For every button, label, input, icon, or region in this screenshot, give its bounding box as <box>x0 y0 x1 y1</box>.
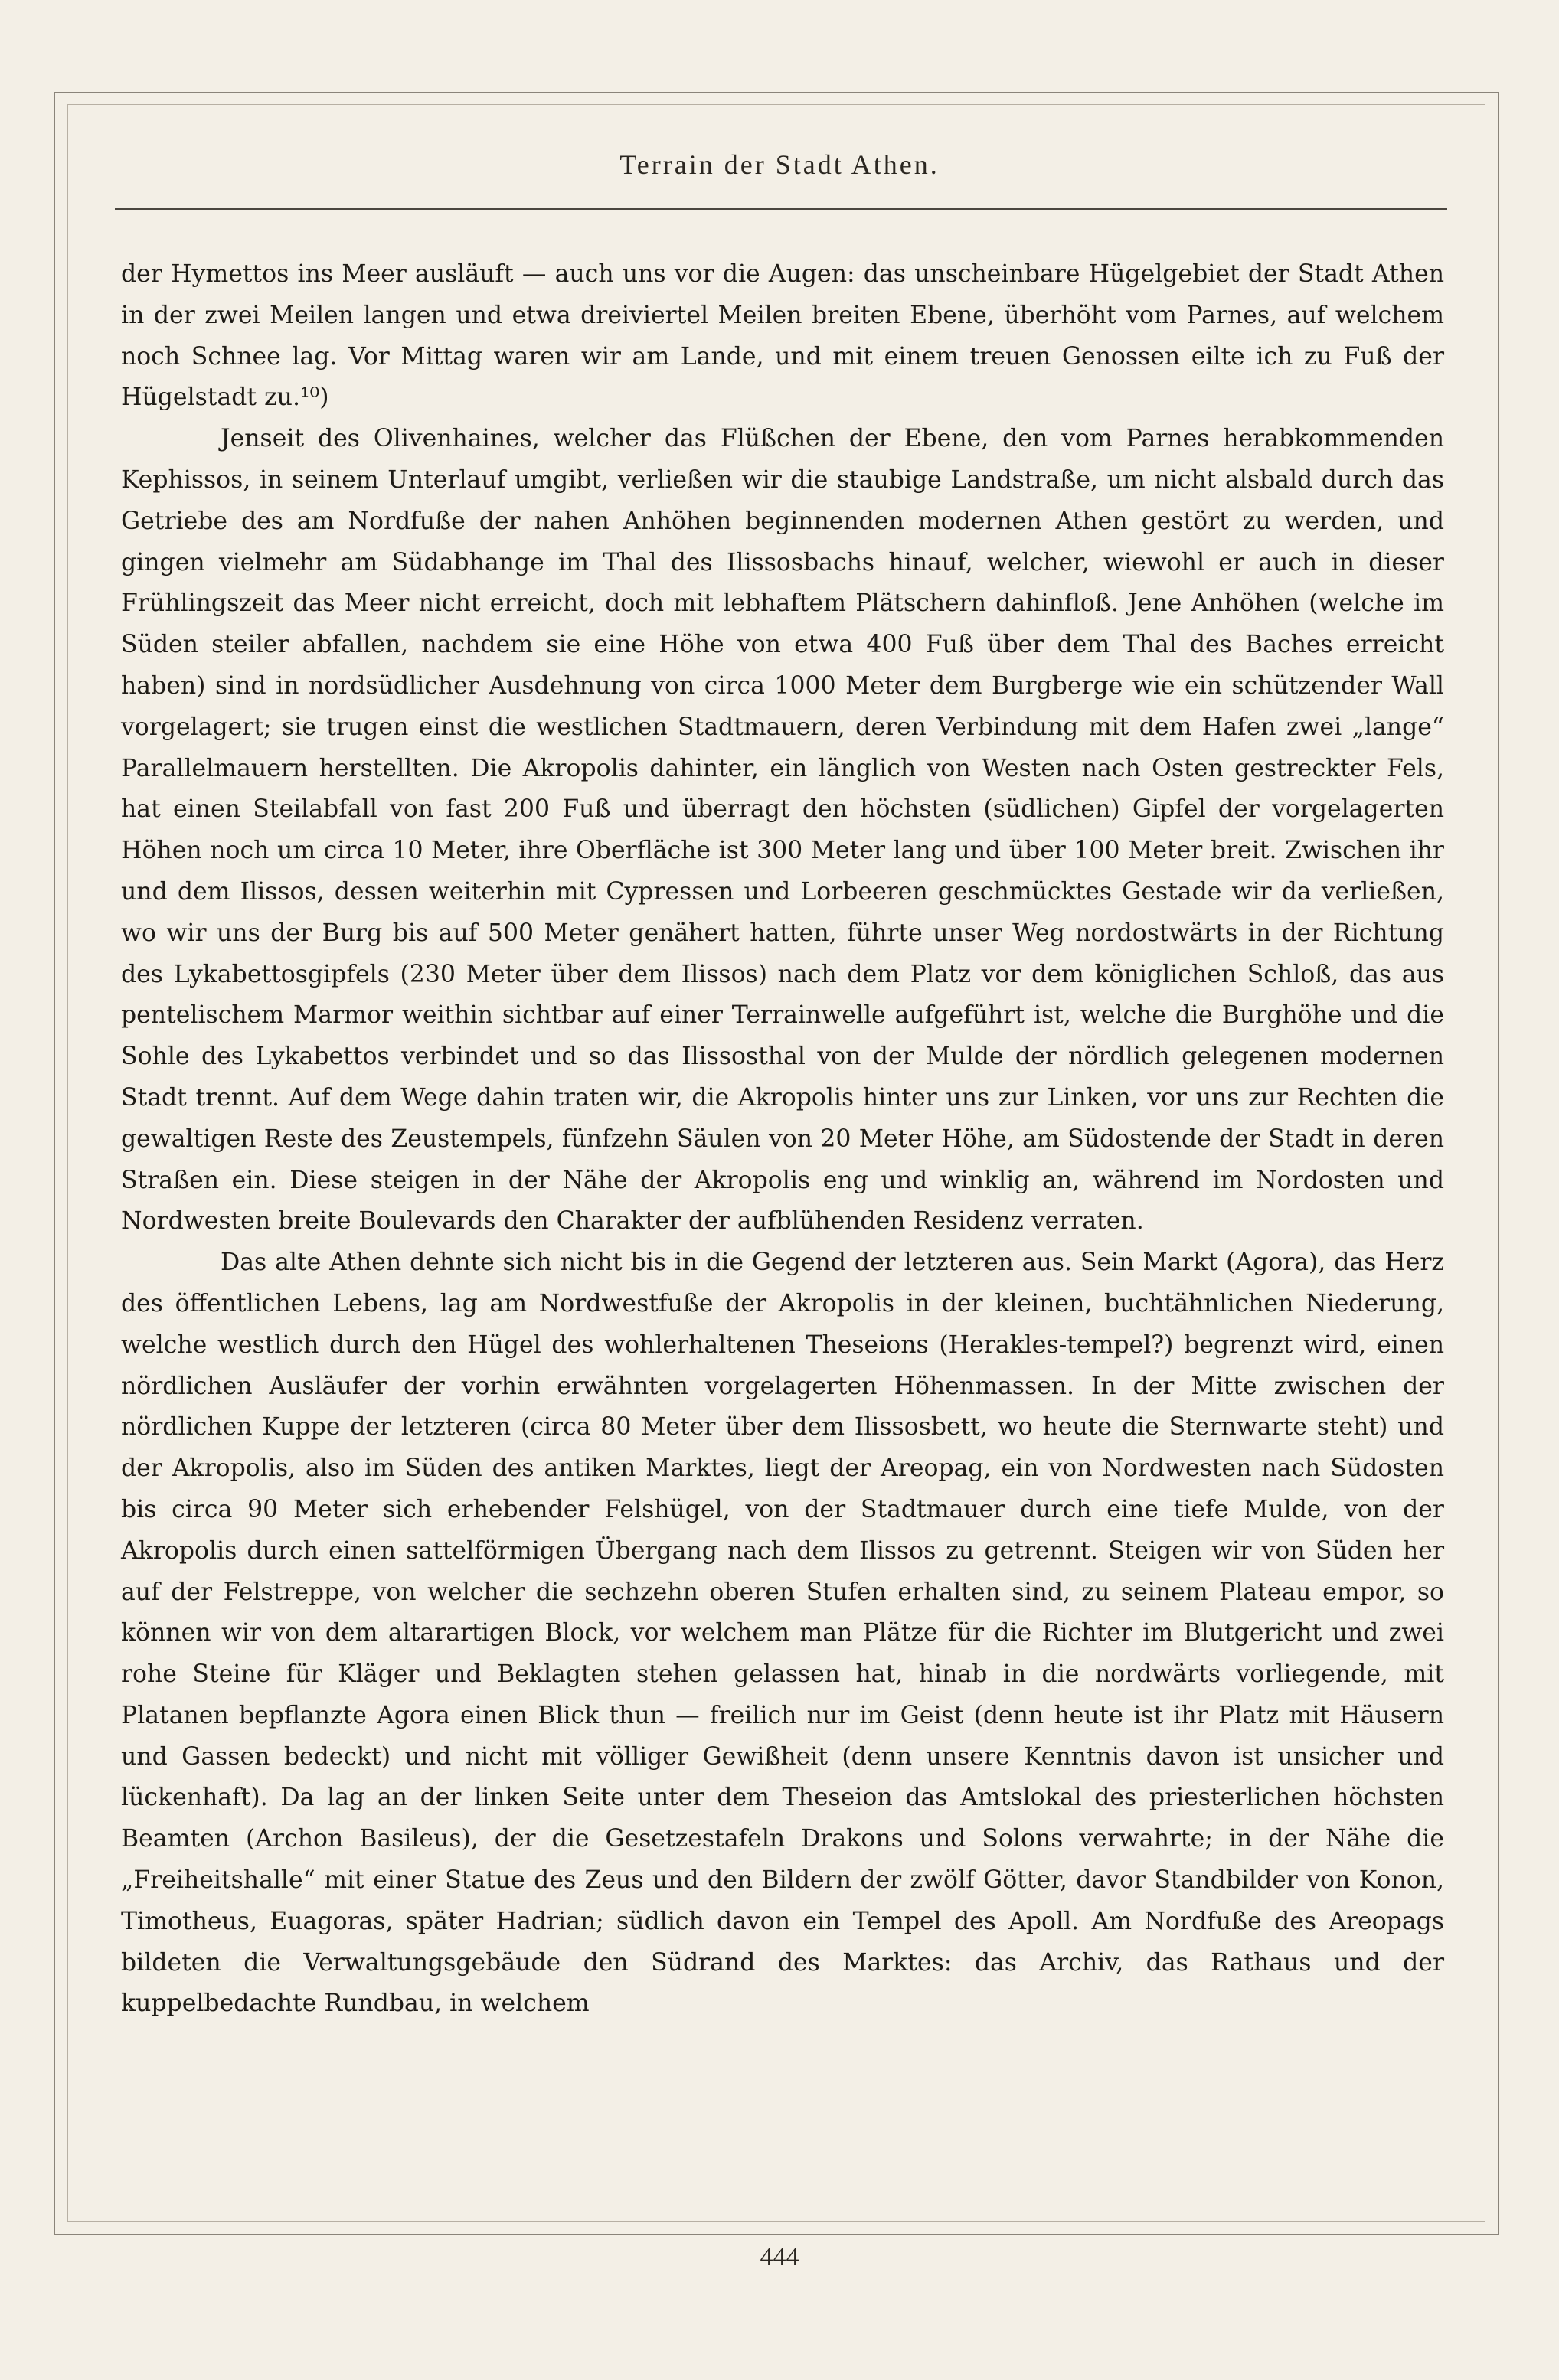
paragraph-2: Jenseit des Olivenhaines, welcher das Flüßchen der Ebene, den vom Parnes herabkommenden Kephissos, in seinem Unterlauf umgibt, verließen wir die staubige Landstraße, um nicht alsbald durch das Getriebe des am Nordfuße der nahen Anhöhen beginnenden modernen Athen gestört zu werden, und gingen vielmehr am Südabhange im Thal des Ilissosbachs hinauf, welcher, wiewohl er auch in dieser Frühlingszeit das Meer nicht erreicht, doch mit lebhaftem Plätschern dahinfloß. Jene Anhöhen (welche im Süden steiler abfallen, nachdem sie eine Höhe von etwa 400 Fuß über dem Thal des Baches erreicht haben) sind in nordsüdlicher Ausdehnung von circa 1000 Meter dem Burgberge wie ein schützender Wall vorgelagert; sie trugen einst die westlichen Stadtmauern, deren Verbindung mit dem Hafen zwei „lange“ Parallelmauern herstellten. Die Akropolis dahinter, ein länglich von Westen nach Osten gestreckter Fels, hat einen Steilabfall von fast 200 Fuß und überragt den höchsten (südlichen) Gipfel der vorgelagerten Höhen noch um circa 10 Meter, ihre Oberfläche ist 300 Meter lang und über 100 Meter breit. Zwischen ihr und dem Ilissos, dessen weiterhin mit Cypressen und Lorbeeren geschmücktes Gestade wir da verließen, wo wir uns der Burg bis auf 500 Meter genähert hatten, führte unser Weg nordostwärts in der Richtung des Lykabettosgipfels (230 Meter über dem Ilissos) nach dem Platz vor dem königlichen Schloß, das aus pentelischem Marmor weithin sichtbar auf einer Terrainwelle aufgeführt ist, welche die Burghöhe und die Sohle des Lykabettos verbindet und so das Ilissosthal von der Mulde der nördlich gelegenen modernen Stadt trennt. Auf dem Wege dahin traten wir, die Akropolis hinter uns zur Linken, vor uns zur Rechten die gewaltigen Reste des Zeustempels, fünfzehn Säulen von 20 Meter Höhe, am Südostende der Stadt in deren Straßen ein. Diese steigen in der Nähe der Akropolis eng und winklig an, während im Nordosten und Nordwesten breite Boulevards den Charakter der aufblühenden Residenz verraten. <box>121 425 1444 1236</box>
header-rule <box>115 208 1447 210</box>
body-text <box>121 254 1444 2025</box>
paragraph-1: der Hymettos ins Meer ausläuft — auch uns vor die Augen: das unscheinbare Hügelgebiet der Stadt Athen in der zwei Meilen langen und etwa dreiviertel Meilen breiten Ebene, überhöht vom Parnes, auf welchem noch Schnee lag. Vor Mittag waren wir am Lande, und mit einem treuen Genossen eilte ich zu Fuß der Hügelstadt zu.¹⁰) <box>121 260 1444 412</box>
running-head: Terrain der Stadt Athen. <box>619 149 940 180</box>
paragraph-3: Das alte Athen dehnte sich nicht bis in die Gegend der letzteren aus. Sein Markt (Agora), das Herz des öffentlichen Lebens, lag am Nordwestfuße der Akropolis in der kleinen, buchtähnlichen Niederung, welche westlich durch den Hügel des wohlerhaltenen Theseions (Herakles-tempel?) begrenzt wird, einen nördlichen Ausläufer der vorhin erwähnten vorgelagerten Höhenmassen. In der Mitte zwischen der nördlichen Kuppe der letzteren (circa 80 Meter über dem Ilissosbett, wo heute die Sternwarte steht) und der Akropolis, also im Süden des antiken Marktes, liegt der Areopag, ein von Nordwesten nach Südosten bis circa 90 Meter sich erhebender Felshügel, von der Stadtmauer durch eine tiefe Mulde, von der Akropolis durch einen sattelförmigen Übergang nach dem Ilissos zu getrennt. Steigen wir von Süden her auf der Felstreppe, von welcher die sechzehn oberen Stufen erhalten sind, zu seinem Plateau empor, so können wir von dem altarartigen Block, vor welchem man Plätze für die Richter im Blutgericht und zwei rohe Steine für Kläger und Beklagten stehen gelassen hat, hinab in die nordwärts vorliegende, mit Platanen bepflanzte Agora einen Blick thun — freilich nur im Geist (denn heute ist ihr Platz mit Häusern und Gassen bedeckt) und nicht mit völliger Gewißheit (denn unsere Kenntnis davon ist unsicher und lückenhaft). Da lag an der linken Seite unter dem Theseion das Amtslokal des priesterlichen höchsten Beamten (Archon Basileus), der die Gesetzestafeln Drakons und Solons verwahrte; in der Nähe die „Freiheitshalle“ mit einer Statue des Zeus und den Bildern der zwölf Götter, davor Standbilder von Konon, Timotheus, Euagoras, später Hadrian; südlich davon ein Tempel des Apoll. Am Nordfuße des Areopags bildeten die Verwaltungsgebäude den Südrand des Marktes: das Archiv, das Rathaus und der kuppelbedachte Rundbau, in welchem <box>121 1249 1444 2018</box>
page-number: 444 <box>760 2243 799 2271</box>
